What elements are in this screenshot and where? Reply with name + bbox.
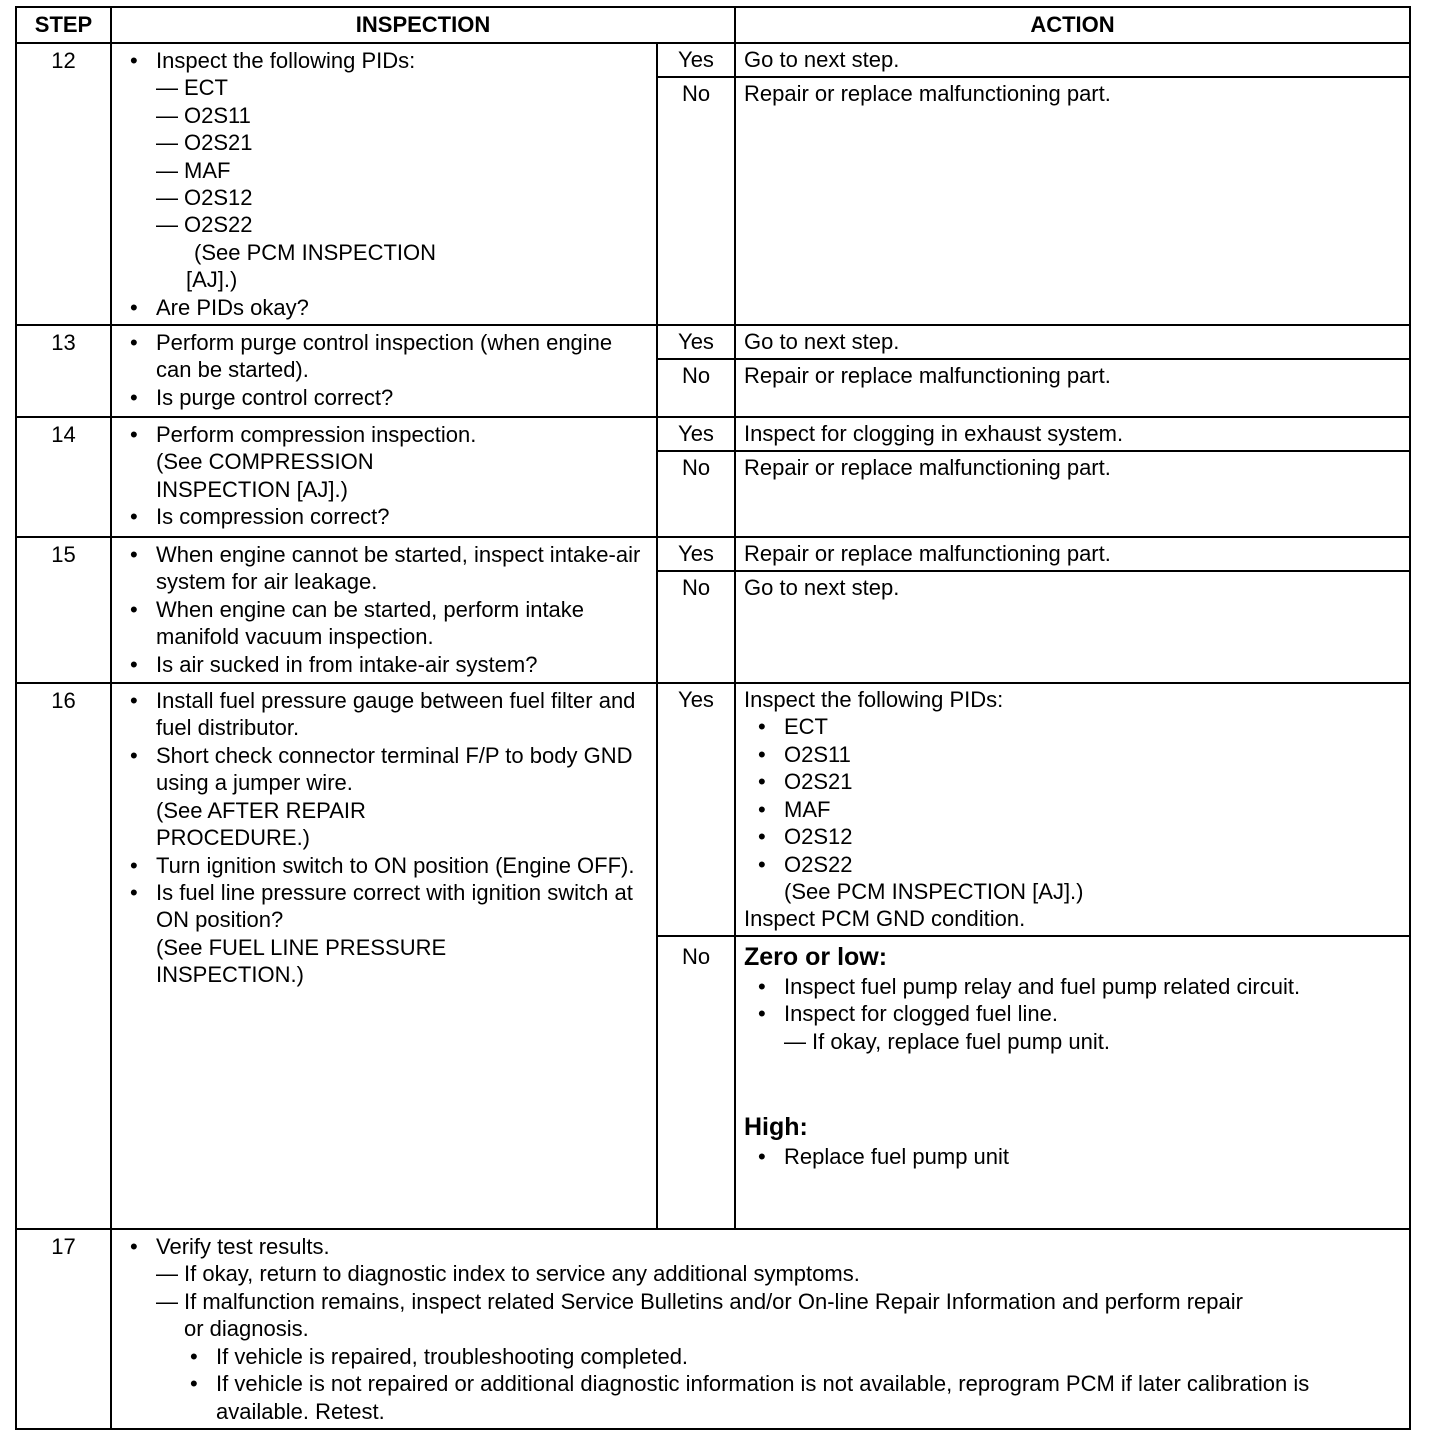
step-13-inspection bbox=[111, 325, 657, 417]
yes-action: Inspect for clogging in exhaust system. bbox=[735, 417, 1410, 451]
step-number: 12 bbox=[16, 43, 111, 325]
no-label: No bbox=[657, 451, 735, 537]
inspection-bullet: • Install fuel pressure gauge between fuel filter and fuel distributor. bbox=[124, 687, 648, 742]
step-number: 17 bbox=[16, 1229, 111, 1429]
yes-label: Yes bbox=[657, 417, 735, 451]
inspection-bullet: • Is compression correct? bbox=[124, 503, 648, 530]
pid-item: • O2S21 bbox=[752, 768, 1401, 795]
no-action: Repair or replace malfunctioning part. bbox=[735, 359, 1410, 417]
yes-action: Repair or replace malfunctioning part. bbox=[735, 537, 1410, 571]
see-reference: (See AFTER REPAIR PROCEDURE.) bbox=[156, 797, 366, 851]
pid-item: — O2S12 bbox=[156, 184, 648, 211]
header-inspection: INSPECTION bbox=[111, 7, 735, 43]
inspection-bullet: • Short check connector terminal F/P to body GND using a jumper wire. (See AFTER REPAIR PROCEDURE.) bbox=[124, 742, 648, 852]
high-heading: High: bbox=[744, 1112, 808, 1141]
yes-action: Go to next step. bbox=[735, 43, 1410, 77]
step-number: 14 bbox=[16, 417, 111, 537]
action-item: • Replace fuel pump unit bbox=[752, 1143, 1401, 1170]
step-16-yes-row bbox=[16, 683, 1410, 936]
step-16-inspection bbox=[111, 683, 657, 1229]
header-action: ACTION bbox=[735, 7, 1410, 43]
inspection-bullet: • Is purge control correct? bbox=[124, 384, 648, 411]
pid-item: — O2S11 bbox=[156, 102, 648, 129]
header-row bbox=[16, 7, 1410, 43]
inspection-bullet: • When engine can be started, perform intake manifold vacuum inspection. bbox=[124, 596, 648, 651]
no-action: Go to next step. bbox=[735, 571, 1410, 683]
pid-item: • O2S11 bbox=[752, 741, 1401, 768]
header-step: STEP bbox=[16, 7, 111, 43]
step-12-inspection bbox=[111, 43, 657, 325]
yes-action-intro: Inspect the following PIDs: bbox=[744, 687, 1004, 713]
step-17-row bbox=[16, 1229, 1410, 1429]
zero-or-low-heading: Zero or low: bbox=[744, 942, 888, 971]
no-action: Repair or replace malfunctioning part. bbox=[735, 451, 1410, 537]
result-item: — If okay, return to diagnostic index to service any additional symptoms. bbox=[156, 1260, 1401, 1287]
pid-item: — O2S21 bbox=[156, 129, 648, 156]
step-14-inspection bbox=[111, 417, 657, 537]
gnd-check: Inspect PCM GND condition. bbox=[744, 906, 1026, 932]
see-reference: (See FUEL LINE PRESSURE INSPECTION.) bbox=[156, 934, 447, 988]
no-label: No bbox=[657, 359, 735, 417]
action-subitem: — If okay, replace fuel pump unit. bbox=[784, 1028, 1401, 1055]
pid-item: • MAF bbox=[752, 796, 1401, 823]
step-15-inspection bbox=[111, 537, 657, 683]
pid-item: • O2S12 bbox=[752, 823, 1401, 850]
result-item-continued: or diagnosis. bbox=[184, 1316, 309, 1342]
inspection-bullet: • Turn ignition switch to ON position (Engine OFF). bbox=[124, 852, 648, 879]
inspection-bullet: • Is fuel line pressure correct with ignition switch at ON position? (See FUEL LINE PRESSURE INSPECTION.) bbox=[124, 879, 648, 989]
action-item: • Inspect fuel pump relay and fuel pump related circuit. bbox=[752, 973, 1401, 1000]
pid-item: • ECT bbox=[752, 713, 1401, 740]
inspection-bullet: • Inspect the following PIDs: — ECT — O2S11 — O2S21 — MAF — O2S12 — O2S22 (See PCM INSPECTION [AJ].) bbox=[124, 47, 648, 294]
inspection-bullet: • When engine cannot be started, inspect intake-air system for air leakage. bbox=[124, 541, 648, 596]
yes-label: Yes bbox=[657, 537, 735, 571]
no-label: No bbox=[657, 77, 735, 325]
result-item: — If malfunction remains, inspect related Service Bulletins and/or On-line Repair Information and perform repair bbox=[156, 1288, 1401, 1315]
action-item: • Inspect for clogged fuel line. — If okay, replace fuel pump unit. bbox=[752, 1000, 1401, 1055]
inspection-bullet: • Perform compression inspection. (See COMPRESSION INSPECTION [AJ].) bbox=[124, 421, 648, 503]
pid-item: — O2S22 bbox=[156, 211, 648, 238]
pid-item: — MAF bbox=[156, 157, 648, 184]
diagnostic-table bbox=[15, 6, 1411, 1430]
step-15-yes-row bbox=[16, 537, 1410, 571]
see-reference: (See COMPRESSION INSPECTION [AJ].) bbox=[156, 449, 374, 502]
yes-label: Yes bbox=[657, 325, 735, 359]
no-action: Repair or replace malfunctioning part. bbox=[735, 77, 1410, 325]
step-13-yes-row bbox=[16, 325, 1410, 359]
step-12-yes-row bbox=[16, 43, 1410, 77]
inspection-bullet: • Are PIDs okay? bbox=[124, 294, 648, 321]
spacer bbox=[744, 1055, 1401, 1111]
inspection-bullet: • Is air sucked in from intake-air system? bbox=[124, 651, 648, 678]
result-subitem: • If vehicle is not repaired or additional diagnostic information is not available, reprogram PCM if later calibration is available. Retest. bbox=[184, 1370, 1401, 1425]
step-number: 13 bbox=[16, 325, 111, 417]
pid-item: • O2S22 bbox=[752, 851, 1401, 878]
yes-label: Yes bbox=[657, 683, 735, 936]
no-label: No bbox=[657, 936, 735, 1229]
result-subitem: • If vehicle is repaired, troubleshooting completed. bbox=[184, 1343, 1401, 1370]
no-label: No bbox=[657, 571, 735, 683]
step-14-yes-row bbox=[16, 417, 1410, 451]
yes-action: Go to next step. bbox=[735, 325, 1410, 359]
no-action bbox=[735, 936, 1410, 1229]
yes-label: Yes bbox=[657, 43, 735, 77]
see-reference: (See PCM INSPECTION [AJ].) bbox=[784, 878, 1084, 904]
step-17-inspection bbox=[111, 1229, 1410, 1429]
inspection-bullet: • Perform purge control inspection (when engine can be started). bbox=[124, 329, 648, 384]
yes-action bbox=[735, 683, 1410, 936]
pid-item: — ECT bbox=[156, 74, 648, 101]
see-reference: (See PCM INSPECTION bbox=[194, 239, 437, 265]
step-number: 16 bbox=[16, 683, 111, 1229]
inspection-bullet: • Verify test results. bbox=[124, 1233, 1401, 1260]
step-number: 15 bbox=[16, 537, 111, 683]
see-reference: [AJ].) bbox=[186, 267, 238, 293]
